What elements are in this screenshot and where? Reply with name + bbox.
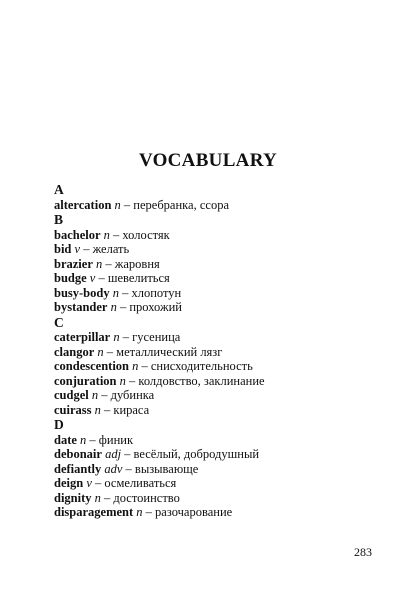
entry-translation: – жаровня [105,256,160,271]
entry-translation: – финик [89,432,134,447]
entry-translation: – гусеница [122,330,181,344]
entry-pos: n [96,256,103,271]
entry-word: brazier [54,256,93,271]
vocab-entry [54,403,384,418]
entry-translation: – вызывающе [125,461,199,476]
entry-pos: n [103,227,110,242]
vocab-entry [54,242,384,257]
entry-translation: – снисходительность [141,359,253,373]
vocab-entry [54,462,384,477]
entry-word: debonair [54,447,102,461]
section-letter: D [54,417,64,432]
entry-word: bachelor [54,227,101,242]
entry-translation: – осмеливаться [95,476,177,490]
vocab-entry [54,359,384,374]
entry-word: clangor [54,344,95,359]
entry-word: altercation [54,197,112,212]
vocab-entry [54,198,384,213]
entry-translation: – желать [83,242,130,256]
vocab-entry [54,433,384,448]
entry-pos: n [114,197,121,212]
entry-translation: – шевелиться [98,271,170,285]
section-c [54,315,384,418]
entry-pos: n [91,388,99,402]
vocab-entry [54,388,384,403]
vocab-entry [54,271,384,286]
entry-word: bystander [54,300,108,314]
vocab-entry [54,286,384,301]
entry-translation: – весёлый, добродушный [124,447,260,461]
entry-pos: n [110,300,117,314]
entry-pos: v [74,242,81,256]
entry-pos: n [112,285,119,300]
entry-translation: – холостяк [113,227,170,242]
page-title: VOCABULARY [138,150,278,171]
entry-word: cudgel [54,388,89,402]
entry-translation: – разочарование [145,505,233,519]
entry-pos: adj [105,447,122,461]
entry-word: cuirass [54,402,92,417]
entry-word: caterpillar [54,330,111,344]
entry-translation: – прохожий [119,300,182,314]
vocab-entry [54,300,384,315]
vocab-entry [54,476,384,491]
entry-translation: – дубинка [101,388,155,402]
entry-word: date [54,432,77,447]
entry-pos: n [132,359,139,373]
section-letter: B [54,212,64,227]
entry-pos: adv [104,461,123,476]
entry-pos: n [113,330,120,344]
entry-word: deign [54,476,84,490]
section-letter: C [54,314,64,330]
vocab-entry [54,505,384,520]
vocab-entry [54,330,384,345]
vocab-entry [54,374,384,389]
entry-pos: n [80,432,87,447]
entry-pos: n [97,344,104,359]
entry-word: busy-body [54,285,110,300]
entry-word: bid [54,242,72,256]
entry-pos: n [94,402,101,417]
vocab-entry [54,257,384,272]
entry-pos: n [119,373,126,388]
vocab-entry [54,491,384,506]
section-a [54,182,384,212]
entry-pos: n [136,505,143,519]
entry-translation: – перебранка, ссора [123,197,229,212]
entry-translation: – кираса [104,402,150,417]
entry-pos: v [89,271,96,285]
entry-translation: – колдовство, заклинание [129,373,265,388]
section-d [54,417,384,520]
vocab-entry [54,228,384,243]
vocab-entry [54,345,384,360]
entry-word: condescention [54,359,129,373]
vocabulary-list [54,182,384,520]
entry-word: budge [54,271,87,285]
entry-translation: – хлопотун [122,285,182,300]
entry-translation: – достоинство [104,490,180,505]
section-b [54,212,384,315]
entry-word: disparagement [54,505,134,519]
entry-word: dignity [54,490,92,505]
section-letter: A [54,182,64,197]
page-number: 283 [354,545,372,559]
entry-word: defiantly [54,461,102,476]
entry-pos: v [86,476,92,490]
entry-word: conjuration [54,373,117,388]
vocab-entry [54,447,384,462]
entry-pos: n [94,490,101,505]
entry-translation: – металлический лязг [106,344,223,359]
